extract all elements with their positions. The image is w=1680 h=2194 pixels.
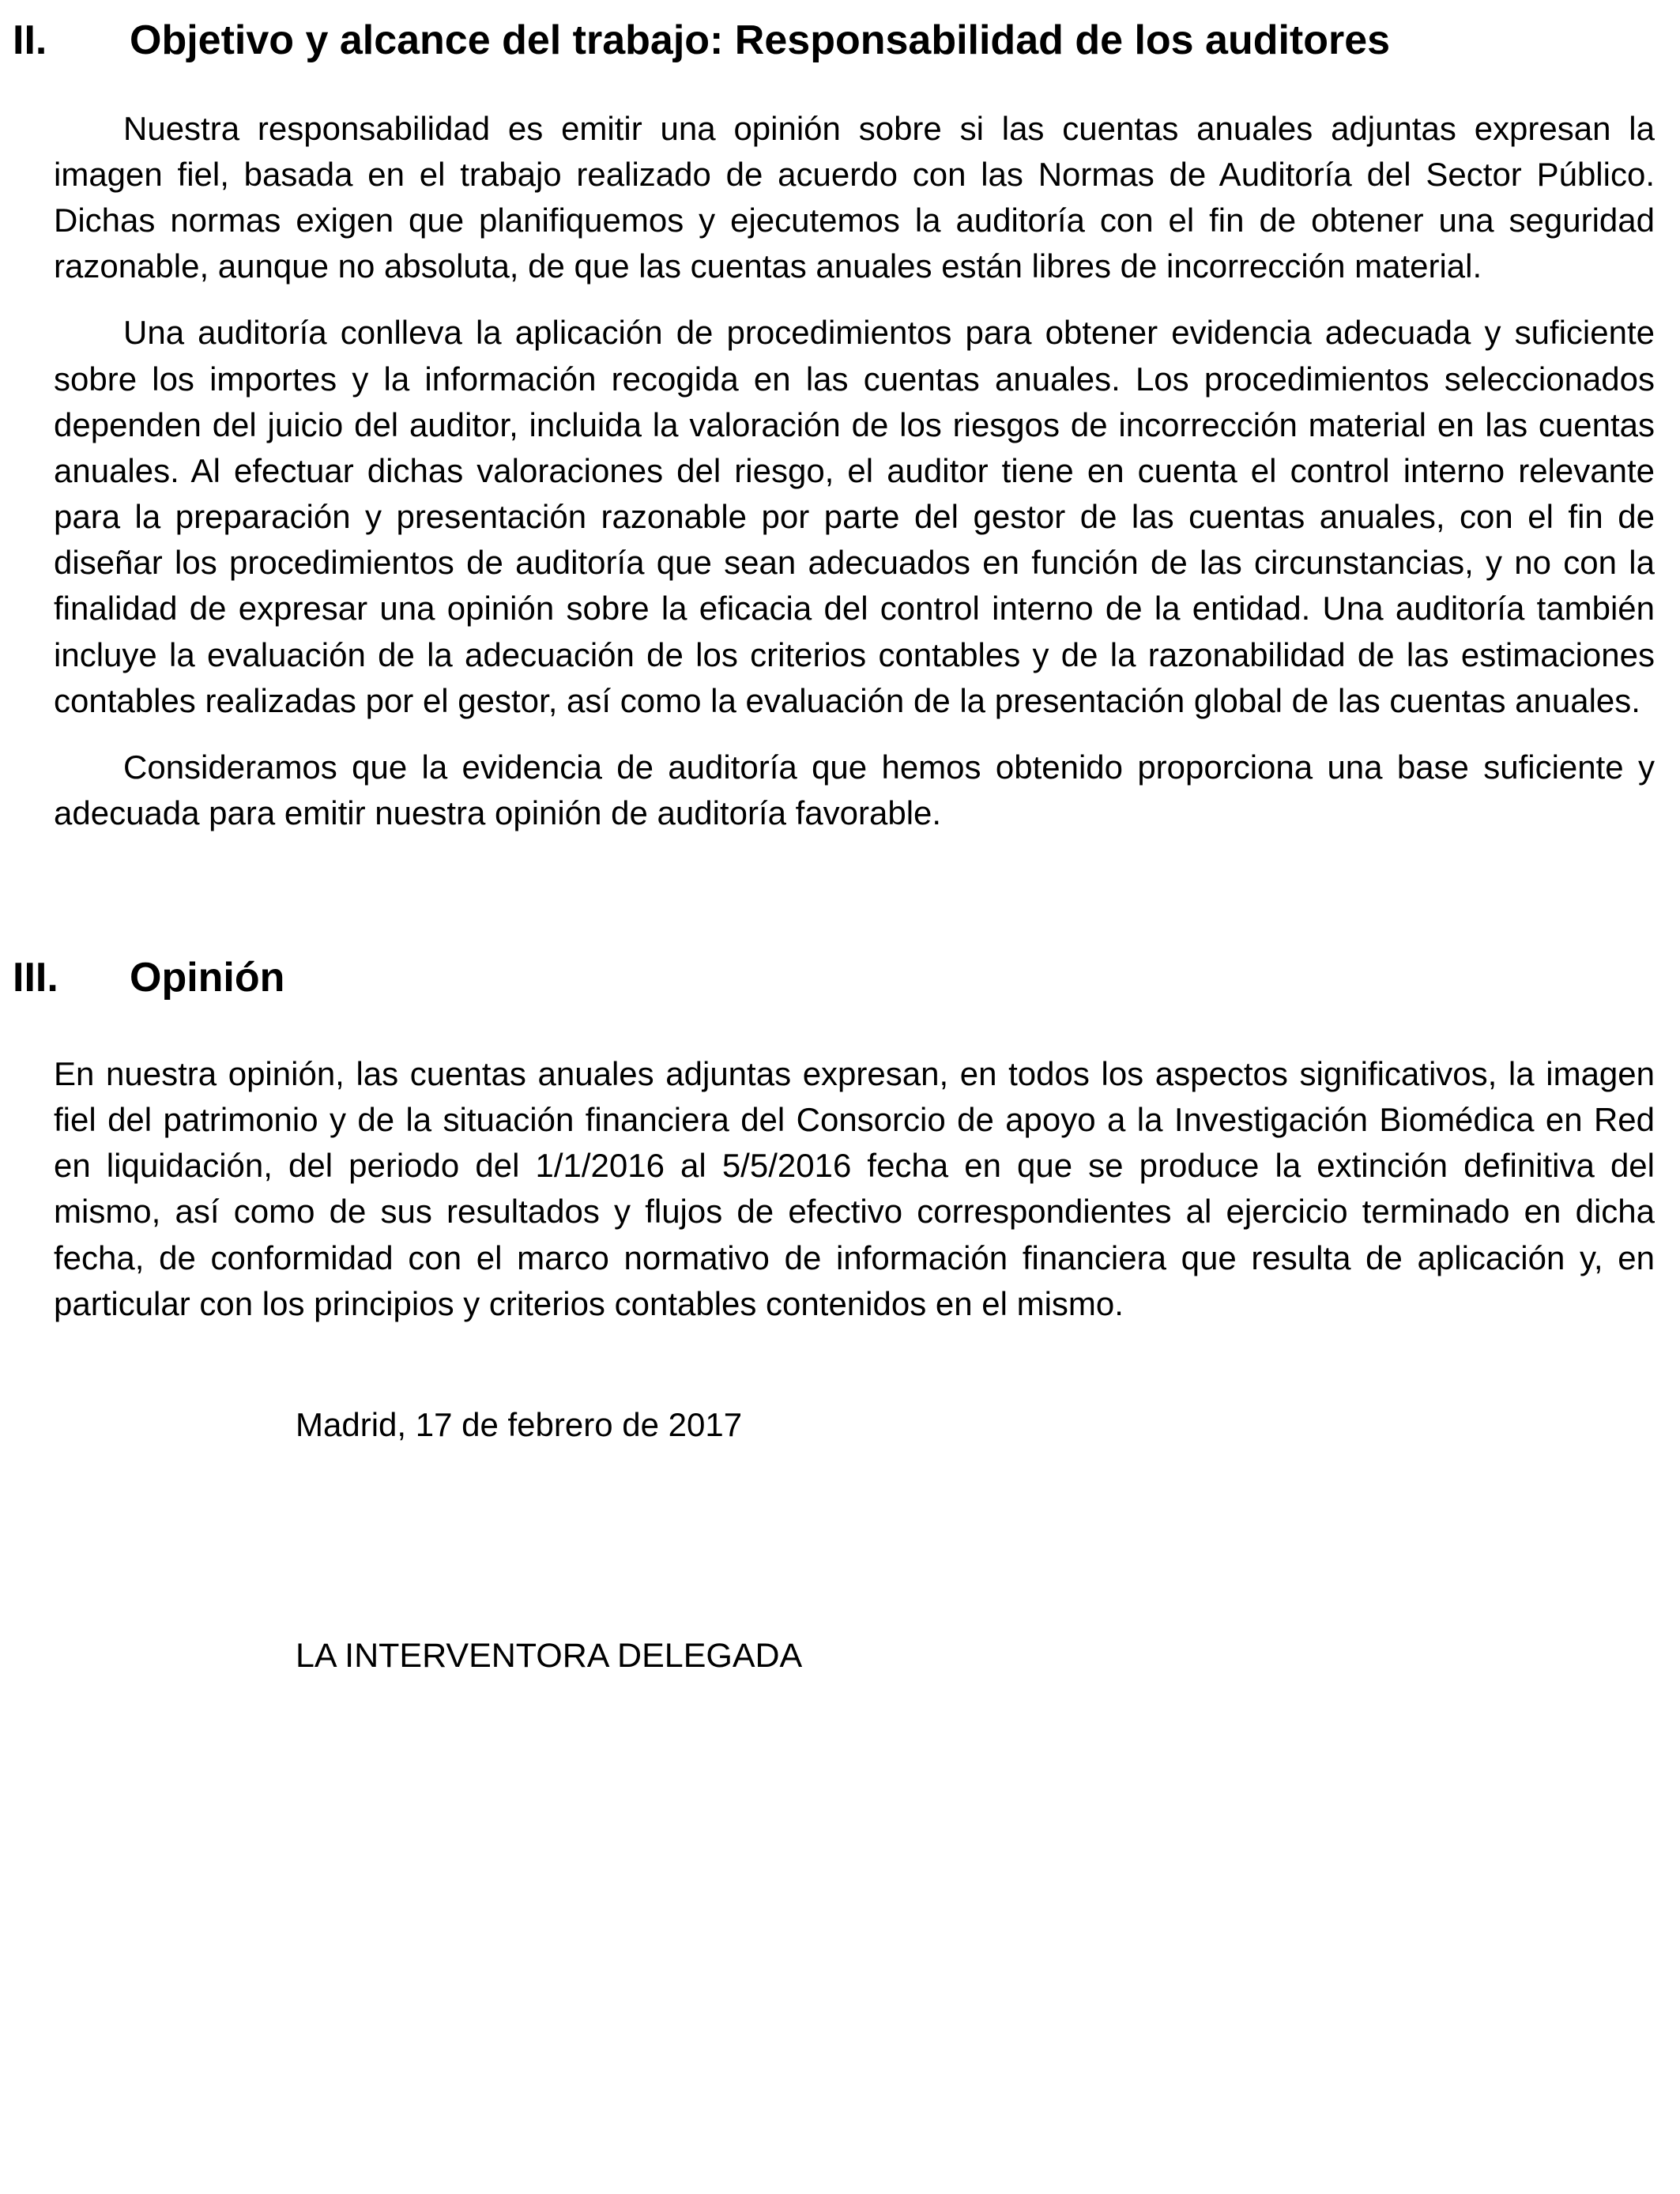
paragraph: En nuestra opinión, las cuentas anuales adjuntas expresan, en todos los aspectos significativos, la imagen fiel del patrimonio y de la situación financiera del Consorcio de apoyo a la Investigación Biomédica en Red en liquidación, del periodo del 1/1/2016 al 5/5/2016 fecha en que se produce la extinción definitiva del mismo, así como de sus resultados y flujos de efectivo correspondientes al ejercicio terminado en dicha fecha, de conformidad con el marco normativo de información financiera que resulta de aplicación y, en particular con los principios y criterios contables contenidos en el mismo. [54, 1054, 1655, 1322]
section-title: Objetivo y alcance del trabajo: Responsabilidad de los auditores [130, 17, 1391, 63]
paragraph: Consideramos que la evidencia de auditoría que hemos obtenido proporciona una base suficiente y adecuada para emitir nuestra opinión de auditoría favorable. [54, 748, 1655, 831]
section-objetivo-alcance [13, 17, 1659, 836]
signature-title: LA INTERVENTORA DELEGADA [296, 1637, 803, 1676]
dateline: Madrid, 17 de febrero de 2017 [296, 1405, 743, 1443]
closing-block [54, 1402, 1659, 1680]
section-number: II. [13, 17, 47, 63]
section-number: III. [13, 955, 58, 1001]
paragraph: Una auditoría conlleva la aplicación de procedimientos para obtener evidencia adecuada y suficiente sobre los importes y la información recogida en las cuentas anuales. Los procedimientos seleccionados dependen del juicio del auditor, incluida la valoración de los riesgos de incorrección material en las cuentas anuales. Al efectuar dichas valoraciones del riesgo, el auditor tiene en cuenta el control interno relevante para la preparación y presentación razonable por parte del gestor de las cuentas anuales, con el fin de diseñar los procedimientos de auditoría que sean adecuados en función de las circunstancias, y no con la finalidad de expresar una opinión sobre la eficacia del control interno de la entidad. Una auditoría también incluye la evaluación de la adecuación de los criterios contables y de la razonabilidad de las estimaciones contables realizadas por el gestor, así como la evaluación de la presentación global de las cuentas anuales. [54, 314, 1655, 719]
section-body [54, 106, 1655, 836]
paragraph: Nuestra responsabilidad es emitir una opinión sobre si las cuentas anuales adjuntas expresan la imagen fiel, basada en el trabajo realizado de acuerdo con las Normas de Auditoría del Sector Público. Dichas normas exigen que planifiquemos y ejecutemos la auditoría con el fin de obtener una seguridad razonable, aunque no absoluta, de que las cuentas anuales están libres de incorrección material. [54, 109, 1655, 285]
section-title: Opinión [130, 955, 285, 1001]
section-heading [13, 955, 1659, 1002]
section-opinion [13, 955, 1659, 1327]
section-heading [13, 17, 1659, 65]
section-body [54, 1051, 1655, 1327]
